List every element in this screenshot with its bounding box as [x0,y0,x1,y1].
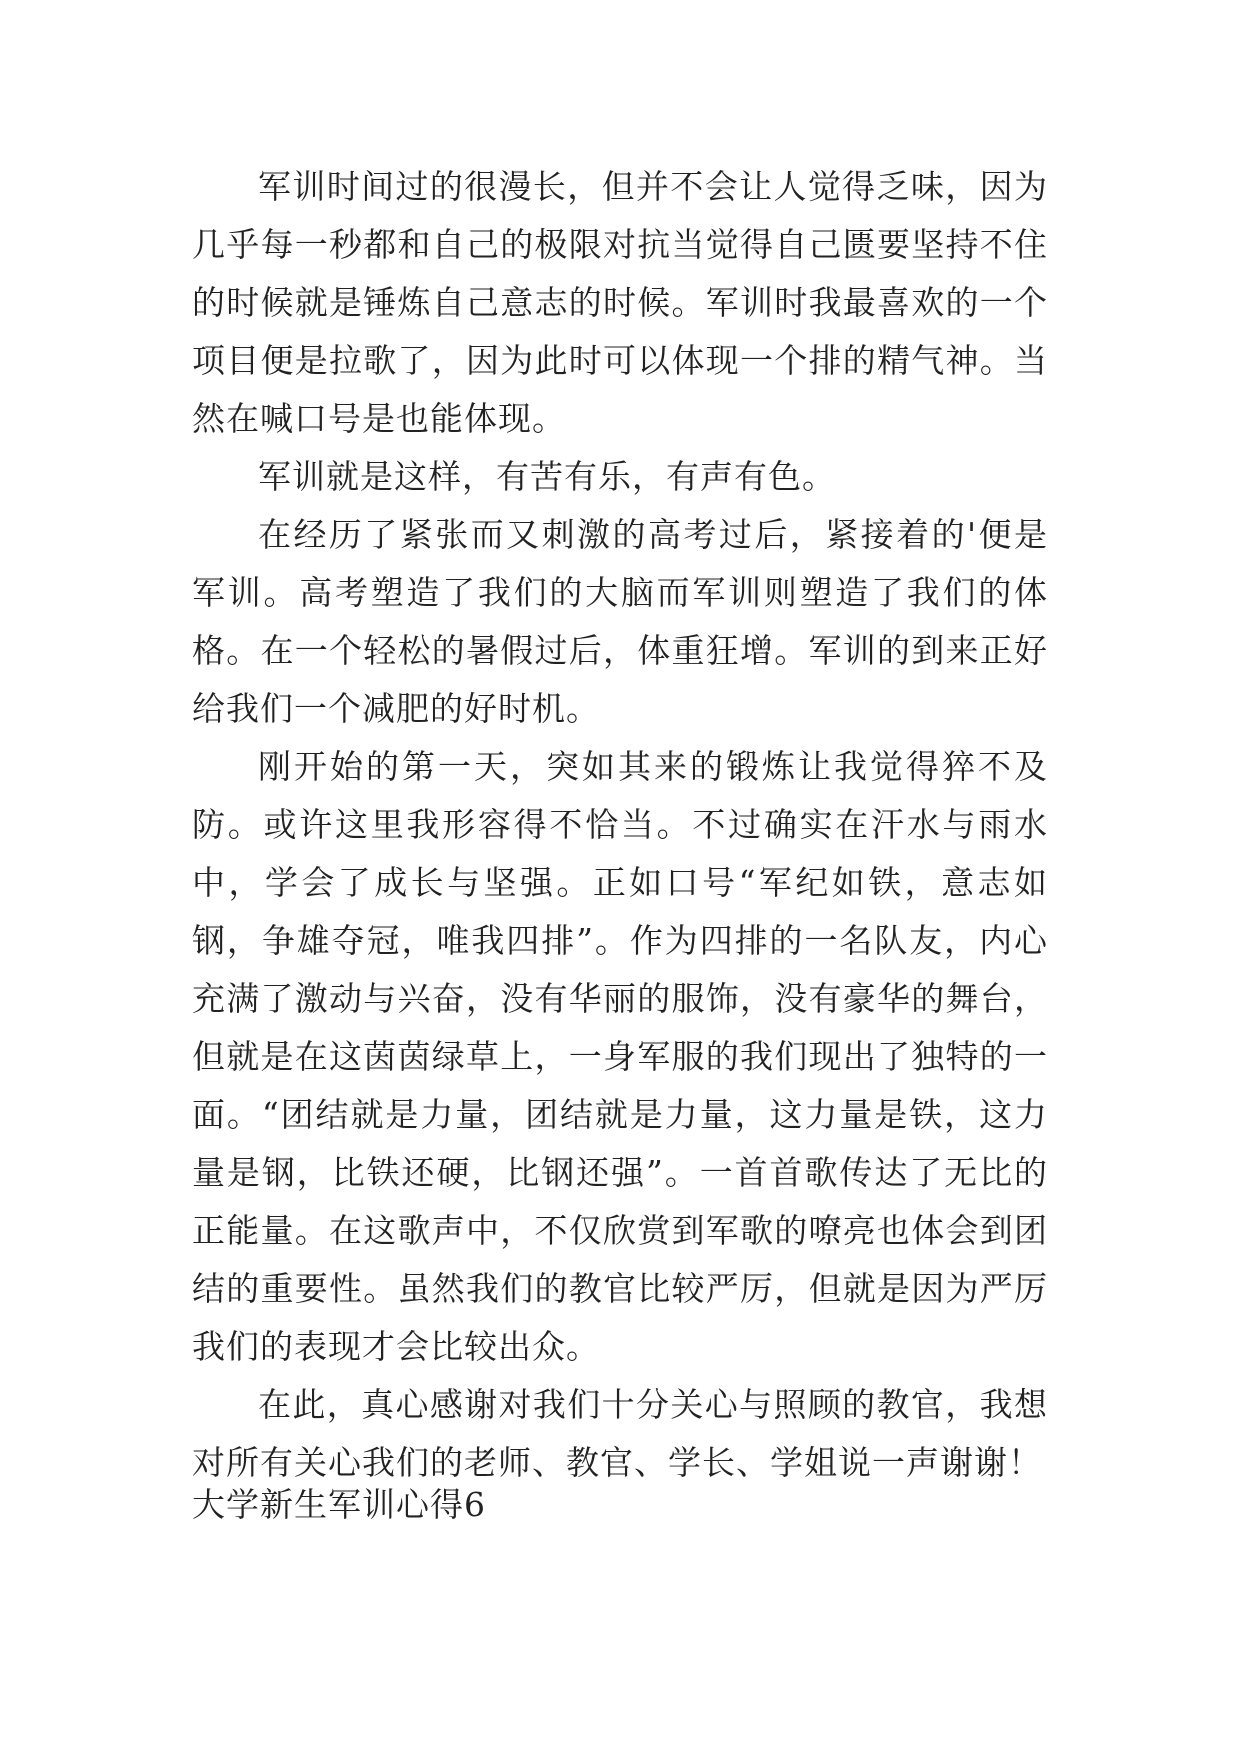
paragraph-3: 在经历了紧张而又刺激的高考过后，紧接着的'便是军训。高考塑造了我们的大脑而军训则塑造了我们的体格。在一个轻松的暑假过后，体重狂增。军训的到来正好给我们一个减肥的好时机。 [192,515,1048,728]
paragraph-2: 军训就是这样，有苦有乐，有声有色。 [258,457,836,496]
body-text [192,158,1048,1492]
paragraph-1: 军训时间过的很漫长，但并不会让人觉得乏味，因为几乎每一秒都和自己的极限对抗当觉得自己匮要坚持不住的时候就是锤炼自己意志的时候。军训时我最喜欢的一个项目便是拉歌了，因为此时可以体现一个排的精气神。当然在喊口号是也能体现。 [192,167,1048,438]
paragraph-4: 刚开始的第一天，突如其来的锻炼让我觉得猝不及防。或许这里我形容得不恰当。不过确实在汗水与雨水中，学会了成长与坚强。正如口号“军纪如铁，意志如钢，争雄夺冠，唯我四排”。作为四排的一名队友，内心充满了激动与兴奋，没有华丽的服饰，没有豪华的舞台，但就是在这茵茵绿草上，一身军服的我们现出了独特的一面。“团结就是力量，团结就是力量，这力量是铁，这力量是钢，比铁还硬，比钢还强”。一首首歌传达了无比的正能量。在这歌声中，不仅欣赏到军歌的嘹亮也体会到团结的重要性。虽然我们的教官比较严厉，但就是因为严厉我们的表现才会比较出众。 [192,747,1048,1366]
section-heading: 大学新生军训心得6 [192,1485,486,1524]
paragraph-5: 在此，真心感谢对我们十分关心与照顾的教官，我想对所有关心我们的老师、教官、学长、学姐说一声谢谢！ [192,1385,1048,1482]
